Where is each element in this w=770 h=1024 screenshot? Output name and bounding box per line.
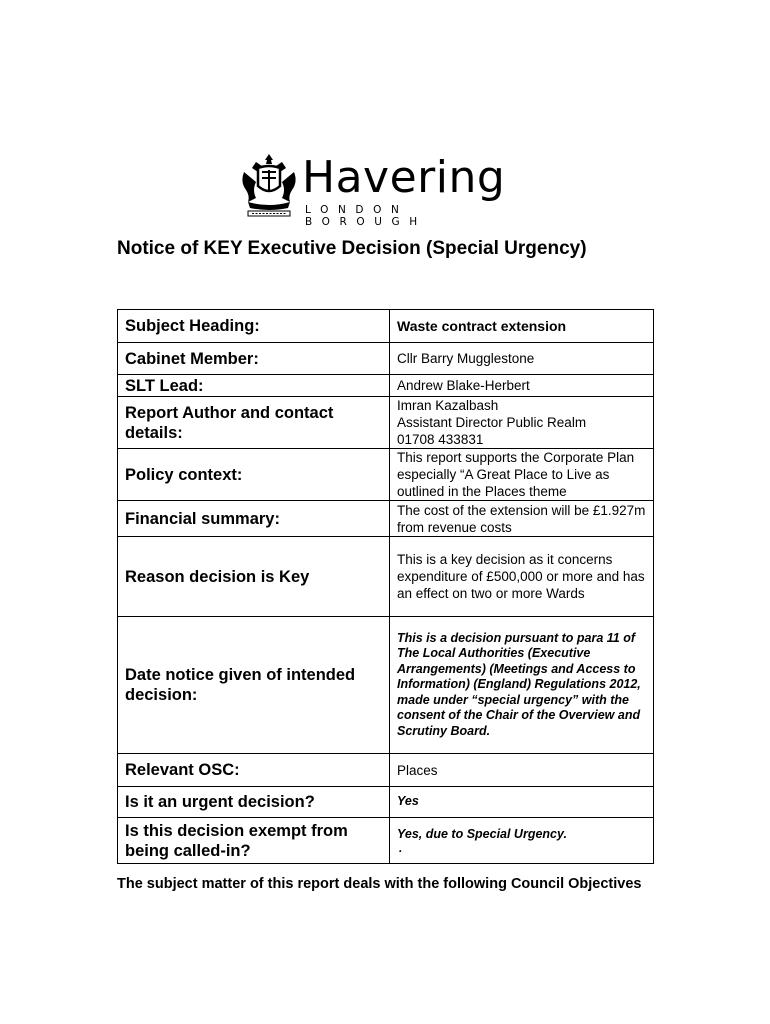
reason-key-label: Reason decision is Key [118, 537, 390, 617]
policy-context-value: This report supports the Corporate Plan especially “A Great Place to Live as outlined in the Places theme [390, 449, 654, 501]
relevant-osc-value: Places [390, 754, 654, 787]
reason-key-value: This is a key decision as it concerns expenditure of £500,000 or more and has an effect on two or more Wards [390, 537, 654, 617]
table-row [118, 787, 654, 818]
trailing-dot: . [399, 841, 403, 856]
subject-heading-label: Subject Heading: [118, 310, 390, 343]
author-name: Imran Kazalbash [397, 398, 499, 413]
subject-heading-value: Waste contract extension [390, 310, 654, 343]
date-notice-label: Date notice given of intended decision: [118, 617, 390, 754]
call-in-exempt-label: Is this decision exempt from being called-in? [118, 818, 390, 864]
table-row [118, 617, 654, 754]
policy-context-label: Policy context: [118, 449, 390, 501]
coat-of-arms-icon [238, 152, 300, 218]
call-in-exempt-value [390, 818, 654, 864]
table-row [118, 449, 654, 501]
author-phone: 01708 433831 [397, 432, 484, 447]
financial-summary-value: The cost of the extension will be £1.927m from revenue costs [390, 501, 654, 537]
table-row [118, 501, 654, 537]
table-row [118, 375, 654, 397]
relevant-osc-label: Relevant OSC: [118, 754, 390, 787]
financial-summary-label: Financial summary: [118, 501, 390, 537]
report-author-value [390, 397, 654, 449]
table-row [118, 310, 654, 343]
cabinet-member-value: Cllr Barry Mugglestone [390, 343, 654, 375]
table-row [118, 397, 654, 449]
author-role: Assistant Director Public Realm [397, 415, 587, 430]
london-borough-text: LONDON BOROUGH [305, 204, 427, 228]
urgent-decision-label: Is it an urgent decision? [118, 787, 390, 818]
council-objectives-heading: The subject matter of this report deals with the following Council Objectives [117, 876, 642, 892]
slt-lead-value: Andrew Blake-Herbert [390, 375, 654, 397]
havering-wordmark: Havering [302, 152, 506, 203]
havering-logo [238, 152, 528, 228]
cabinet-member-label: Cabinet Member: [118, 343, 390, 375]
date-notice-value: This is a decision pursuant to para 11 of The Local Authorities (Executive Arrangements) (Meetings and Access to Information) (England) Regulations 2012, made under “special urgency” with the consent of the Chair of the Overview and Scrutiny Board. [390, 617, 654, 754]
report-author-label: Report Author and contact details: [118, 397, 390, 449]
table-row [118, 343, 654, 375]
decision-table [117, 309, 654, 864]
table-row [118, 537, 654, 617]
call-in-exempt-text: Yes, due to Special Urgency. [397, 826, 567, 841]
table-row [118, 818, 654, 864]
urgent-decision-value: Yes [390, 787, 654, 818]
slt-lead-label: SLT Lead: [118, 375, 390, 397]
page-title: Notice of KEY Executive Decision (Special Urgency) [117, 238, 587, 259]
table-row [118, 754, 654, 787]
